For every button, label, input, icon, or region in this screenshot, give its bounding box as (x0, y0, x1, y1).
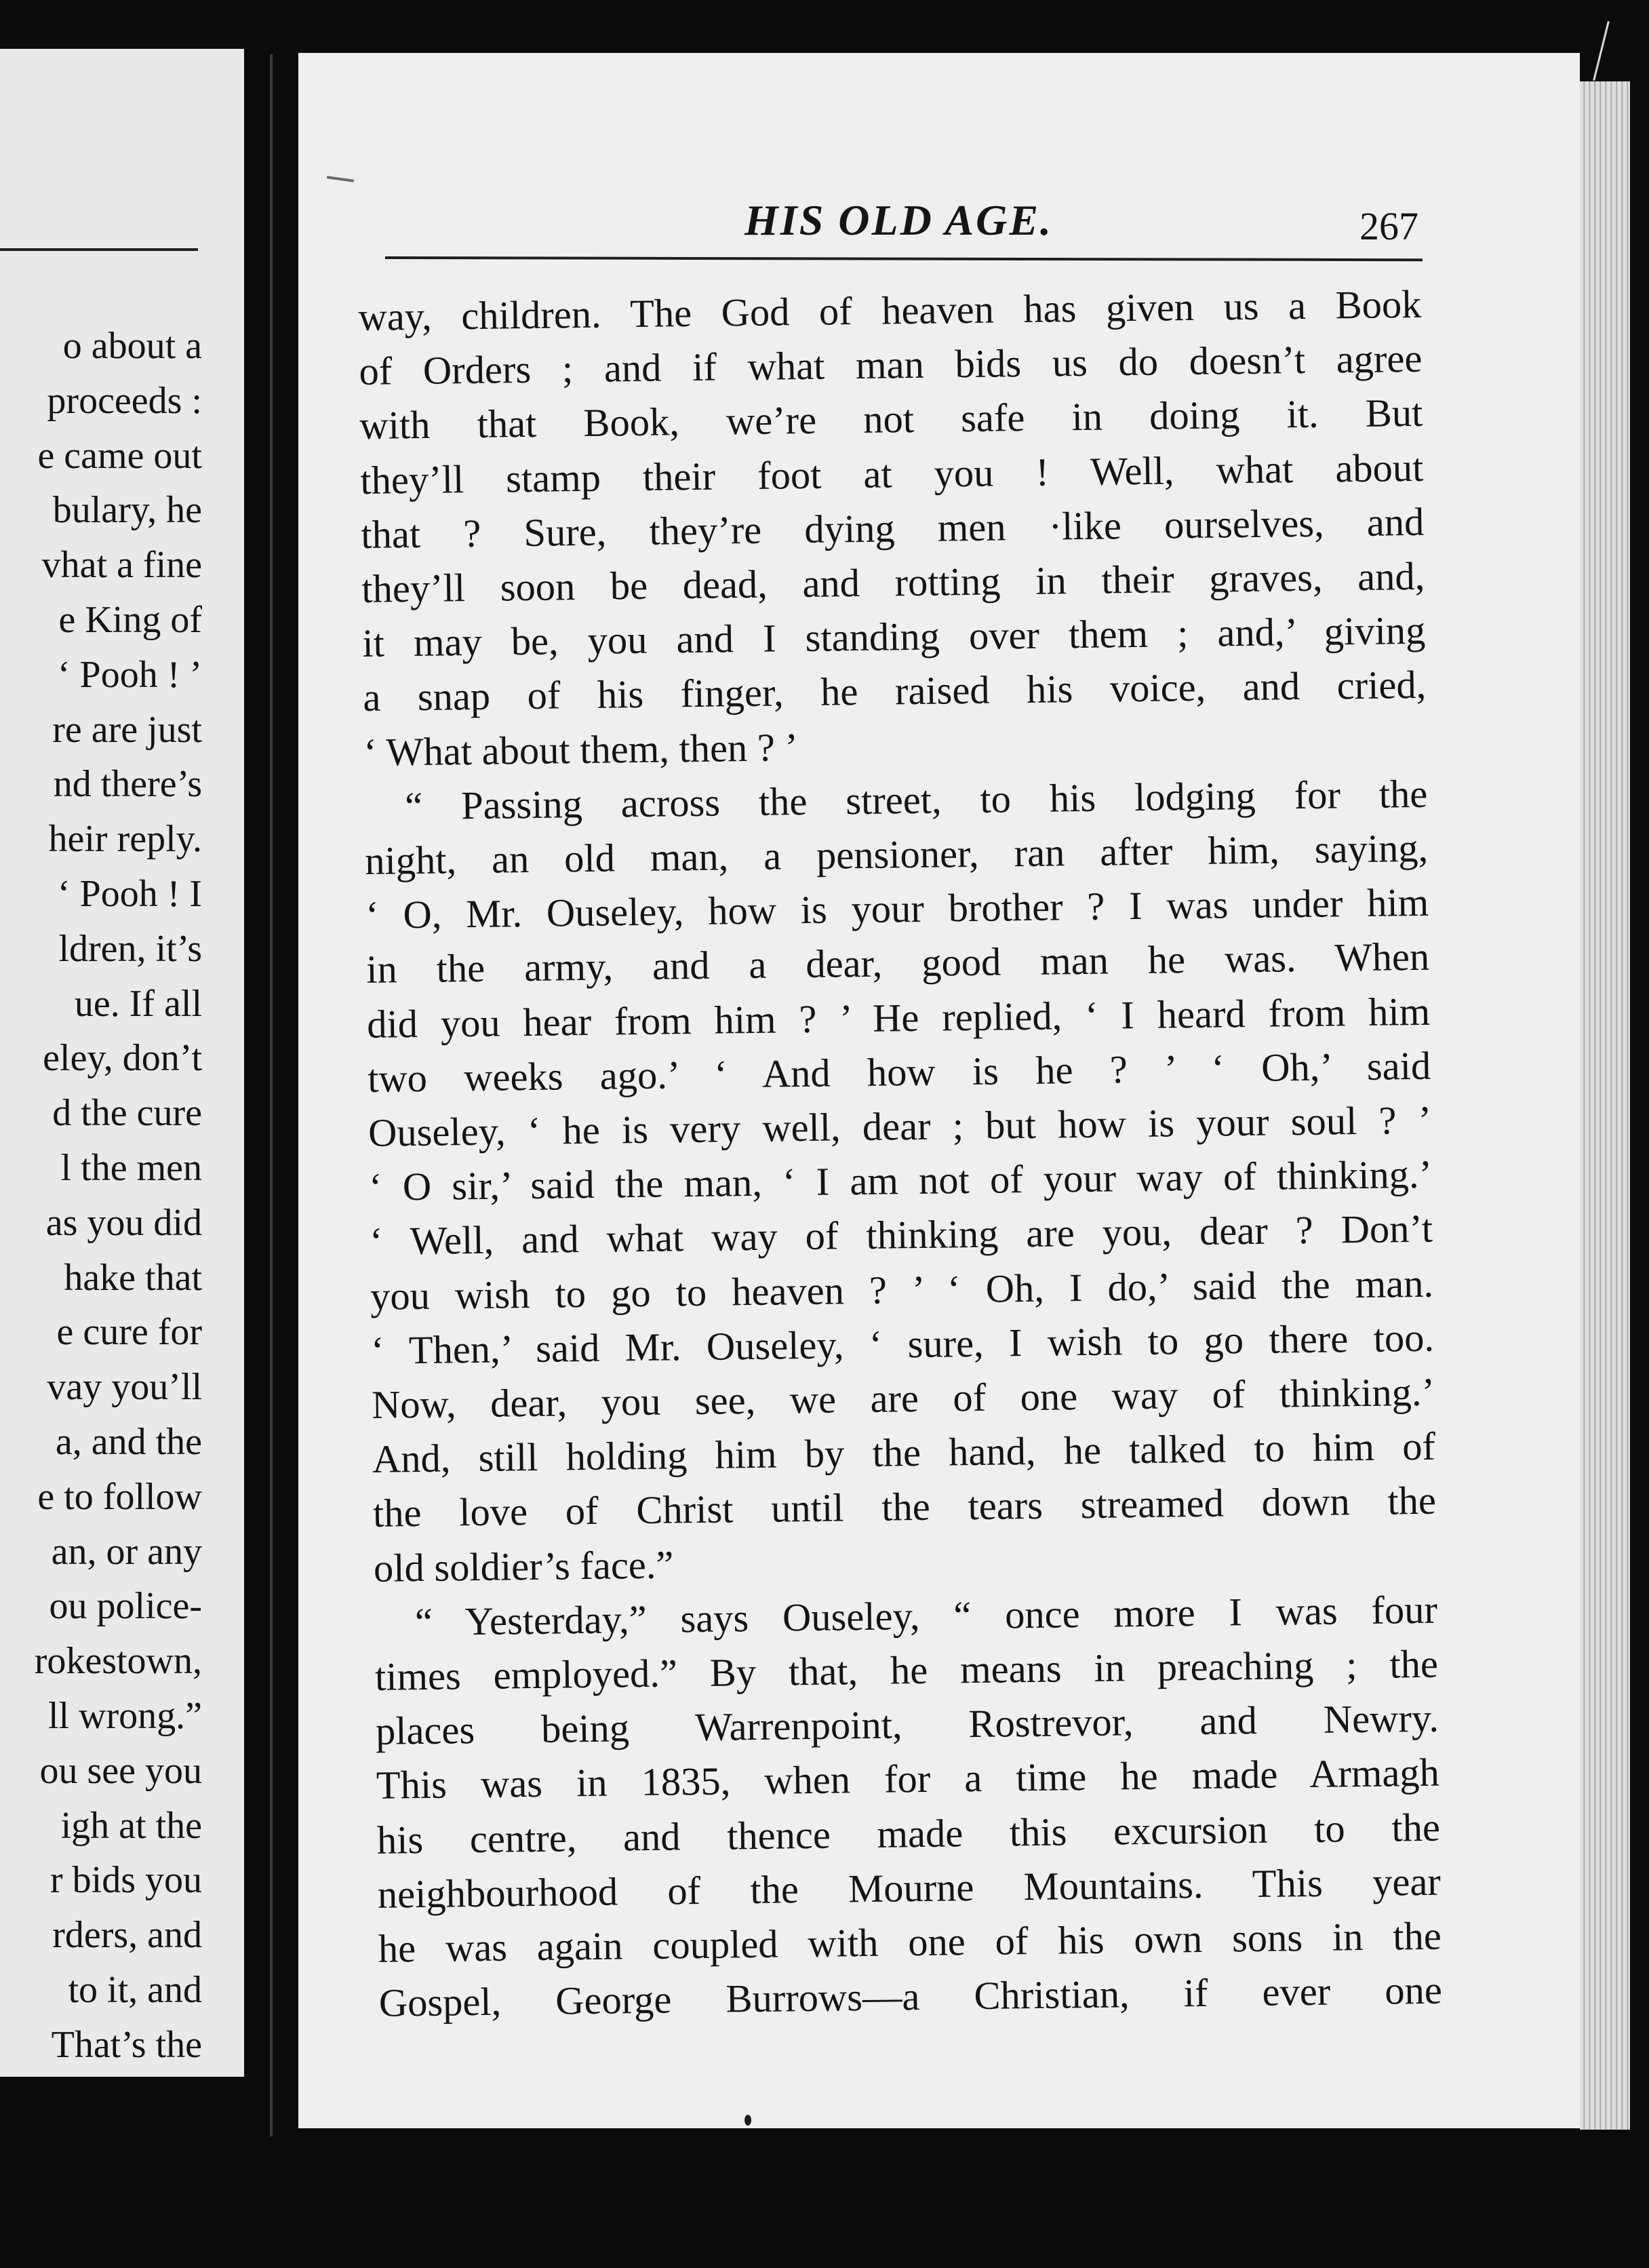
left-text-line: heir reply. (48, 818, 202, 861)
left-page-text (35, 319, 202, 2073)
left-text-line: a, and the (55, 1420, 202, 1463)
footer-ink-mark (744, 2115, 751, 2126)
left-text-line: as you did (45, 1201, 202, 1244)
left-text-line: eley, don’t (43, 1037, 202, 1080)
text-line: places being Warrenpoint, Rostrevor, and Newry. (375, 1696, 1439, 1754)
text-line: Now, dear, you see, we are of one way of thinking.’ (371, 1369, 1435, 1427)
body-text (358, 277, 1442, 2031)
text-line: ‘ Then,’ said Mr. Ouseley, ‘ sure, I wish to go there too. (370, 1315, 1435, 1373)
text-line: that ? Sure, they’re dying men ·like ourselves, and (361, 499, 1425, 557)
text-line: ‘ O sir,’ said the man, ‘ I am not of your way of thinking.’ (368, 1152, 1433, 1210)
text-line: they’ll soon be dead, and rotting in their graves, and, (361, 553, 1425, 611)
text-line: with that Book, we’re not safe in doing it. But (359, 391, 1423, 448)
left-text-line: hake that (64, 1256, 202, 1299)
left-text-line: ou police- (49, 1585, 202, 1628)
text-line: the love of Christ until the tears streamed down the (372, 1479, 1437, 1536)
left-text-line: igh at the (60, 1804, 202, 1847)
text-line: in the army, and a dear, good man he was. When (365, 935, 1430, 992)
left-text-line: d the cure (52, 1092, 202, 1135)
text-line: Gospel, George Burrows—a Christian, if ever one (378, 1968, 1443, 2026)
text-line: ‘ O, Mr. Ouseley, how is your brother ? I was under him (365, 880, 1429, 938)
left-text-line: ue. If all (74, 982, 202, 1025)
left-text-line: re are just (52, 708, 202, 751)
left-text-line: That’s the (51, 2023, 202, 2066)
text-line: his centre, and thence made this excursion to the (376, 1805, 1441, 1862)
text-line: And, still holding him by the hand, he talked to him of (372, 1424, 1436, 1482)
text-line: two weeks ago.’ ‘ And how is he ? ’ ‘ Oh,’ said (367, 1043, 1431, 1101)
left-text-line: ldren, it’s (58, 927, 202, 970)
left-text-line: ‘ Pooh ! ’ (57, 653, 202, 696)
left-text-line: an, or any (51, 1530, 202, 1573)
text-line: Ouseley, ‘ he is very well, dear ; but how is your soul ? ’ (367, 1097, 1432, 1155)
text-line: you wish to go to heaven ? ’ ‘ Oh, I do,’ said the man. (370, 1261, 1434, 1318)
text-line: “ Yesterday,” says Ouseley, “ once more I was four (414, 1587, 1438, 1644)
left-text-line: to it, and (68, 1968, 202, 2011)
left-text-line: l the men (60, 1146, 202, 1189)
text-line: times employed.” By that, he means in preaching ; the (374, 1641, 1439, 1699)
left-text-line: proceeds : (47, 379, 202, 422)
text-line: a snap of his finger, he raised his voice, and cried, (362, 663, 1427, 720)
left-text-line: o about a (62, 325, 202, 367)
text-line: old soldier’s face.” (373, 1542, 674, 1590)
left-facing-page (0, 49, 244, 2077)
left-text-line: e to follow (37, 1475, 202, 1518)
left-page-header-rule (0, 248, 198, 251)
left-text-line: bulary, he (52, 489, 202, 532)
text-line: of Orders ; and if what man bids us do doesn’t agree (359, 336, 1423, 394)
left-text-line: nd there’s (53, 763, 202, 806)
left-text-line: e came out (37, 434, 202, 477)
page-number: 267 (1359, 204, 1418, 248)
text-line: neighbourhood of the Mourne Mountains. This year (377, 1859, 1442, 1917)
stacked-page-edges (1580, 81, 1630, 2130)
left-text-line: rokestown, (34, 1640, 202, 1683)
left-text-line: ll wrong.” (47, 1694, 202, 1737)
left-text-line: r bids you (50, 1859, 202, 1902)
left-text-line: rders, and (52, 1914, 202, 1957)
text-line: ‘ Well, and what way of thinking are you, dear ? Don’t (369, 1207, 1433, 1264)
text-line: it may be, you and I standing over them ; and,’ giving (361, 608, 1426, 666)
left-text-line: ou see you (39, 1749, 202, 1792)
text-line: night, an old man, a pensioner, ran after him, saying, (364, 825, 1429, 883)
text-line: This was in 1835, when for a time he made Armagh (376, 1751, 1440, 1808)
text-line: way, children. The God of heaven has given us a Book (358, 281, 1422, 339)
text-line: he was again coupled with one of his own sons in the (378, 1913, 1442, 1971)
left-text-line: vay you’ll (47, 1366, 202, 1409)
scan-corner-mark (1593, 21, 1610, 81)
left-text-line: ‘ Pooh ! I (57, 872, 202, 915)
text-line: ‘ What about them, then ? ’ (363, 724, 799, 775)
text-line: “ Passing across the street, to his lodging for the (404, 771, 1428, 829)
text-line: they’ll stamp their foot at you ! Well, what about (360, 445, 1424, 503)
left-page-edge (270, 54, 273, 2136)
left-text-line: vhat a fine (41, 544, 202, 587)
text-line: did you hear from him ? ’ He replied, ‘ I heard from him (366, 989, 1431, 1047)
running-head: HIS OLD AGE. (744, 196, 1054, 244)
left-text-line: e King of (58, 598, 202, 641)
left-text-line: e cure for (56, 1311, 202, 1354)
